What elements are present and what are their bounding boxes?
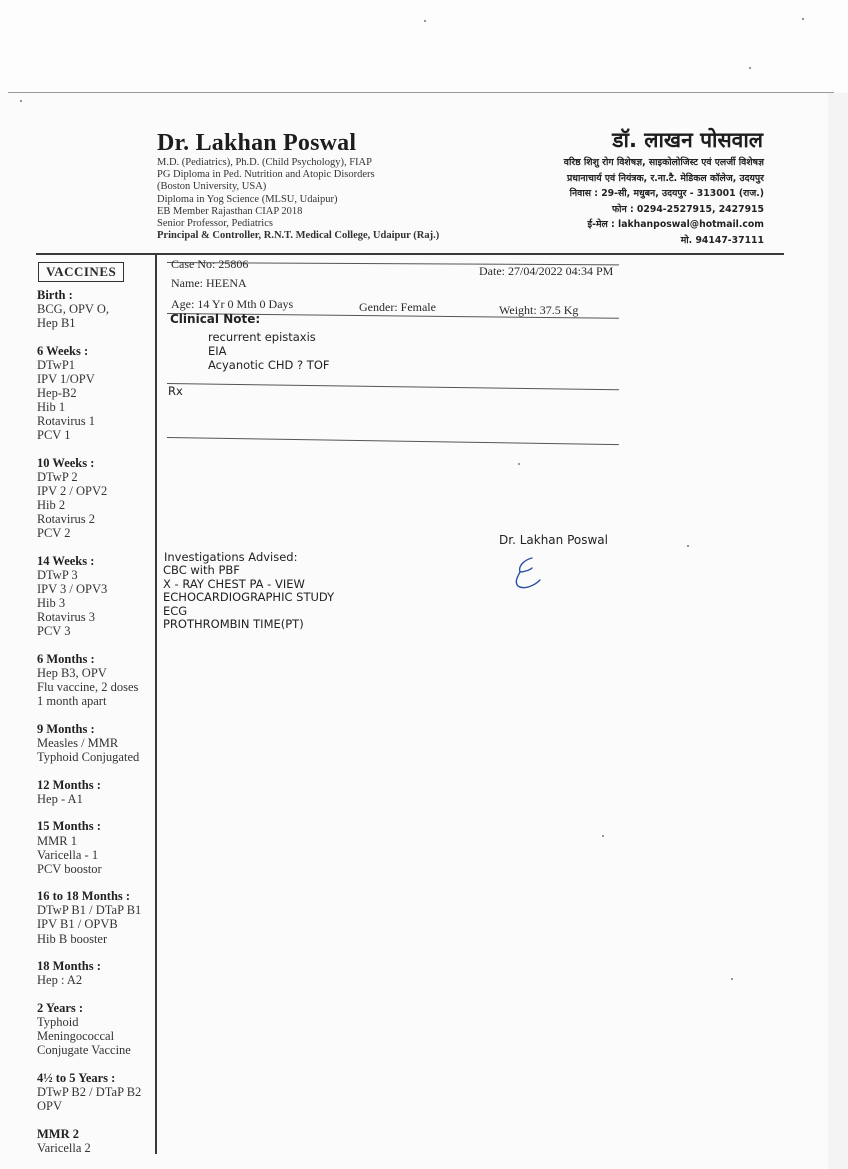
vaccine-item: Typhoid	[37, 1014, 79, 1029]
vaccines-title: VACCINES	[38, 262, 124, 282]
header-divider	[36, 253, 784, 255]
clinical-note-item: EIA	[208, 344, 227, 358]
scan-speck	[424, 20, 426, 22]
vaccine-item: Hib 1	[37, 400, 66, 415]
vaccine-group-heading: 10 Weeks :	[37, 455, 95, 470]
hindi-details-block	[564, 155, 764, 248]
vaccine-item: IPV 3 / OPV3	[37, 582, 108, 597]
vaccine-item: Varicella - 1	[37, 847, 99, 862]
doctor-name-hindi: डॉ. लाखन पोसवाल	[612, 128, 763, 152]
vaccine-item: PCV 1	[37, 428, 71, 443]
investigation-item: CBC with PBF	[163, 563, 240, 577]
handwritten-signature	[510, 552, 550, 592]
vaccine-item: MMR 1	[37, 833, 77, 848]
vaccine-item: Hib 3	[37, 596, 66, 611]
vaccine-item: Conjugate Vaccine	[37, 1043, 131, 1058]
clinical-note-label: Clinical Note:	[170, 312, 261, 326]
vaccine-item: 1 month apart	[37, 694, 107, 709]
vaccine-group-heading: 16 to 18 Months :	[37, 889, 131, 904]
vaccine-group	[37, 1127, 155, 1155]
vaccine-item: PCV boostor	[37, 861, 102, 876]
vaccine-item: Rotavirus 1	[37, 414, 95, 429]
vaccine-item: Hep-B2	[37, 386, 77, 401]
signature-doctor-name: Dr. Lakhan Poswal	[499, 533, 608, 547]
clinical-note-item: recurrent epistaxis	[208, 330, 316, 344]
qualification-line: EB Member Rajasthan CIAP 2018	[157, 205, 303, 217]
vaccine-item: DTwP B2 / DTaP B2	[37, 1084, 142, 1099]
vaccine-item: Hep B3, OPV	[37, 666, 107, 681]
vaccine-item: Rotavirus 3	[37, 610, 95, 625]
vaccine-group-heading: 6 Months :	[37, 652, 95, 667]
scan-speck	[602, 835, 604, 837]
case-number: Case No: 25806	[171, 257, 249, 271]
clinical-notes	[208, 330, 330, 372]
vaccine-item: DTwP 3	[37, 568, 78, 583]
rule-line	[167, 383, 619, 390]
vaccine-item: Hib B booster	[37, 931, 108, 946]
vaccine-group	[37, 554, 155, 639]
vaccine-item: Rotavirus 2	[37, 512, 95, 527]
vaccine-item: PCV 3	[37, 624, 71, 639]
scan-speck	[731, 978, 733, 980]
investigations-title: Investigations Advised:	[164, 550, 298, 564]
qualification-line: PG Diploma in Ped. Nutrition and Atopic Disorders	[157, 169, 375, 181]
scan-speck	[749, 67, 751, 69]
vaccine-item: Hep - A1	[37, 791, 83, 806]
vaccine-group	[37, 819, 155, 875]
vaccine-item: Hep B1	[37, 316, 76, 331]
vaccine-group-heading: MMR 2	[37, 1126, 79, 1141]
vaccine-item: Flu vaccine, 2 doses	[37, 680, 139, 695]
hindi-detail-line: मो. 94147-37111	[680, 234, 764, 246]
vaccine-group	[37, 959, 155, 987]
vaccine-group-heading: 6 Weeks :	[37, 343, 89, 358]
vaccine-item: Hep : A2	[37, 973, 83, 988]
qualifications-block	[157, 157, 457, 242]
vaccine-group	[37, 1001, 155, 1057]
vaccine-group	[37, 1071, 155, 1113]
patient-name: Name: HEENA	[171, 276, 247, 290]
vaccine-group-heading: 12 Months :	[37, 777, 101, 792]
hindi-detail-line: फोन : 0294-2527915, 2427915	[612, 203, 764, 215]
vaccine-column-divider	[155, 254, 157, 1154]
vaccine-group	[37, 344, 155, 443]
vaccine-group	[37, 889, 155, 945]
vaccine-group	[37, 722, 155, 764]
rule-line	[167, 437, 619, 445]
vaccine-schedule-list	[37, 288, 155, 1168]
vaccine-group	[37, 778, 155, 806]
vaccine-item: IPV 2 / OPV2	[37, 484, 108, 499]
patient-weight: Weight: 37.5 Kg	[499, 303, 579, 317]
rx-label: Rx	[168, 384, 183, 398]
vaccine-item: IPV B1 / OPVB	[37, 917, 118, 932]
hindi-detail-line: वरिष्ठ शिशु रोग विशेषज्ञ, साइकोलोजिस्ट एवं एलर्जी विशेषज्ञ	[563, 157, 764, 168]
investigation-item: ECG	[163, 603, 188, 618]
hindi-detail-line: ई-मेल : lakhanposwal@hotmail.com	[587, 219, 764, 230]
patient-gender: Gender: Female	[359, 300, 436, 314]
doctor-name-english: Dr. Lakhan Poswal	[157, 130, 357, 156]
vaccine-group	[37, 288, 155, 330]
vaccine-item: IPV 1/OPV	[37, 371, 95, 386]
vaccine-item: DTwP B1 / DTaP B1	[37, 903, 142, 918]
vaccine-item: Meningococcal	[37, 1029, 115, 1044]
qualification-line: Senior Professor, Pediatrics	[157, 218, 273, 230]
patient-age: Age: 14 Yr 0 Mth 0 Days	[171, 297, 294, 311]
clinical-note-item: Acyanotic CHD ? TOF	[208, 358, 330, 372]
vaccine-group-heading: 18 Months :	[37, 959, 101, 974]
qualification-line: (Boston University, USA)	[157, 181, 267, 193]
visit-date: Date: 27/04/2022 04:34 PM	[479, 264, 614, 278]
vaccine-item: Typhoid Conjugated	[37, 750, 140, 765]
vaccine-group-heading: Birth :	[37, 288, 73, 302]
vaccine-item: PCV 2	[37, 526, 71, 541]
vaccine-group-heading: 4½ to 5 Years :	[37, 1070, 116, 1085]
vaccine-item: Hib 2	[37, 498, 66, 513]
vaccine-group	[37, 456, 155, 541]
vaccine-item: BCG, OPV O,	[37, 302, 110, 317]
scan-speck	[802, 18, 804, 20]
vaccine-group-heading: 14 Weeks :	[37, 554, 95, 568]
investigation-item: PROTHROMBIN TIME(PT)	[163, 617, 304, 632]
hindi-detail-line: निवास : 29-सी, मधुबन, उदयपुर - 313001 (राज.)	[569, 188, 764, 199]
vaccine-item: Measles / MMR	[37, 736, 119, 751]
vaccine-item: DTwP 2	[37, 470, 78, 485]
hindi-detail-line: प्रधानाचार्य एवं नियंत्रक, र.ना.टै. मेडिकल कॉलेज, उदयपुर	[566, 172, 764, 184]
investigation-item: X - RAY CHEST PA - VIEW	[163, 576, 305, 591]
scan-speck	[518, 463, 520, 465]
paper-edge-line	[8, 92, 834, 93]
vaccine-item: OPV	[37, 1098, 63, 1113]
vaccine-group-heading: 9 Months :	[37, 721, 95, 736]
investigations-list	[163, 564, 334, 632]
scan-speck	[20, 100, 22, 102]
paper-right-shadow	[828, 93, 848, 1169]
designation-line: Principal & Controller, R.N.T. Medical College, Udaipur (Raj.)	[157, 230, 440, 242]
paper-top-margin	[0, 0, 848, 92]
qualification-line: Diploma in Yog Science (MLSU, Udaipur)	[157, 193, 338, 205]
vaccine-group	[37, 652, 155, 708]
qualification-line: M.D. (Pediatrics), Ph.D. (Child Psychology), FIAP	[157, 157, 372, 168]
vaccine-group-heading: 2 Years :	[37, 1000, 84, 1015]
scan-speck	[687, 545, 689, 547]
investigation-item: ECHOCARDIOGRAPHIC STUDY	[163, 590, 335, 605]
vaccine-item: Varicella 2	[37, 1140, 91, 1155]
vaccine-item: DTwP1	[37, 357, 76, 372]
vaccine-group-heading: 15 Months :	[37, 819, 101, 834]
